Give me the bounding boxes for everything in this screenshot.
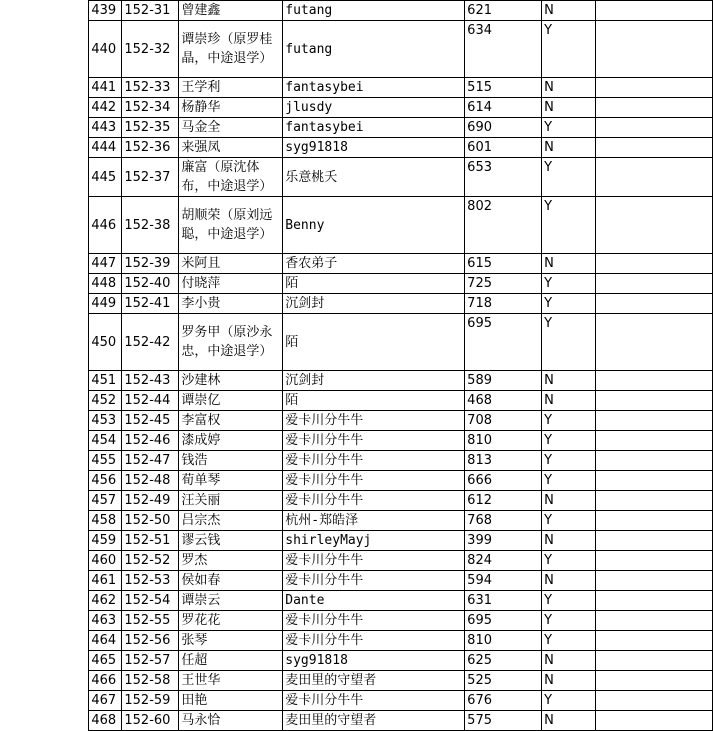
row-margin-cell (0, 138, 89, 158)
table-row (0, 711, 713, 731)
score-cell: 612 (465, 491, 542, 511)
score-cell: 718 (465, 294, 542, 314)
nickname-cell: 沉剑封 (283, 294, 465, 314)
flag-cell: Y (542, 451, 596, 471)
row-number-cell: 465 (89, 651, 122, 671)
empty-cell (596, 471, 713, 491)
empty-cell (596, 611, 713, 631)
student-name-cell: 曾建鑫 (179, 1, 283, 21)
row-number-cell: 446 (89, 197, 122, 254)
nickname-cell: Dante (283, 591, 465, 611)
flag-cell: Y (542, 431, 596, 451)
nickname-cell: 陌 (283, 314, 465, 371)
row-number-cell: 456 (89, 471, 122, 491)
student-code-cell: 152-39 (122, 254, 179, 274)
row-number-cell: 452 (89, 391, 122, 411)
student-name-cell: 田艳 (179, 691, 283, 711)
table-row (0, 118, 713, 138)
student-code-cell: 152-44 (122, 391, 179, 411)
row-margin-cell (0, 451, 89, 471)
row-margin-cell (0, 197, 89, 254)
score-cell: 695 (465, 611, 542, 631)
nickname-cell: 爱卡川分牛牛 (283, 571, 465, 591)
nickname-cell: 香农弟子 (283, 254, 465, 274)
student-code-cell: 152-43 (122, 371, 179, 391)
score-cell: 653 (465, 158, 542, 197)
empty-cell (596, 274, 713, 294)
empty-cell (596, 631, 713, 651)
row-margin-cell (0, 431, 89, 451)
student-name-cell: 谬云钱 (179, 531, 283, 551)
student-code-cell: 152-57 (122, 651, 179, 671)
row-margin-cell (0, 531, 89, 551)
table-row (0, 571, 713, 591)
empty-cell (596, 571, 713, 591)
table-row (0, 1, 713, 21)
table-row (0, 511, 713, 531)
student-code-cell: 152-58 (122, 671, 179, 691)
row-margin-cell (0, 78, 89, 98)
student-name-cell: 侯如春 (179, 571, 283, 591)
empty-cell (596, 711, 713, 731)
flag-cell: Y (542, 631, 596, 651)
empty-cell (596, 411, 713, 431)
flag-cell: N (542, 651, 596, 671)
student-name-cell: 张琴 (179, 631, 283, 651)
student-name-cell: 罗务甲（原沙永忠，中途退学） (179, 314, 283, 371)
flag-cell: N (542, 531, 596, 551)
row-number-cell: 461 (89, 571, 122, 591)
row-number-cell: 447 (89, 254, 122, 274)
row-margin-cell (0, 711, 89, 731)
student-code-cell: 152-38 (122, 197, 179, 254)
score-cell: 708 (465, 411, 542, 431)
table-row (0, 491, 713, 511)
student-name-cell: 胡顺荣（原刘远聪，中途退学） (179, 197, 283, 254)
flag-cell: Y (542, 274, 596, 294)
score-cell: 625 (465, 651, 542, 671)
table-row (0, 391, 713, 411)
score-cell: 810 (465, 631, 542, 651)
table-row (0, 78, 713, 98)
student-name-cell: 马永恰 (179, 711, 283, 731)
student-code-cell: 152-59 (122, 691, 179, 711)
score-cell: 614 (465, 98, 542, 118)
empty-cell (596, 691, 713, 711)
row-number-cell: 442 (89, 98, 122, 118)
score-cell: 615 (465, 254, 542, 274)
row-number-cell: 449 (89, 294, 122, 314)
flag-cell: N (542, 138, 596, 158)
flag-cell: Y (542, 691, 596, 711)
row-margin-cell (0, 551, 89, 571)
empty-cell (596, 197, 713, 254)
row-number-cell: 448 (89, 274, 122, 294)
student-code-cell: 152-56 (122, 631, 179, 651)
student-code-cell: 152-36 (122, 138, 179, 158)
student-name-cell: 杨静华 (179, 98, 283, 118)
nickname-cell: 爱卡川分牛牛 (283, 411, 465, 431)
score-cell: 589 (465, 371, 542, 391)
student-name-cell: 王学利 (179, 78, 283, 98)
row-margin-cell (0, 671, 89, 691)
score-cell: 631 (465, 591, 542, 611)
empty-cell (596, 254, 713, 274)
nickname-cell: 爱卡川分牛牛 (283, 631, 465, 651)
score-cell: 676 (465, 691, 542, 711)
row-number-cell: 439 (89, 1, 122, 21)
score-cell: 824 (465, 551, 542, 571)
flag-cell: N (542, 98, 596, 118)
nickname-cell: 爱卡川分牛牛 (283, 551, 465, 571)
table-row (0, 591, 713, 611)
student-code-cell: 152-35 (122, 118, 179, 138)
table-row (0, 158, 713, 197)
flag-cell: N (542, 571, 596, 591)
nickname-cell: 乐意桃夭 (283, 158, 465, 197)
table-row (0, 371, 713, 391)
score-cell: 690 (465, 118, 542, 138)
table-row (0, 274, 713, 294)
empty-cell (596, 511, 713, 531)
row-margin-cell (0, 591, 89, 611)
table-row (0, 314, 713, 371)
flag-cell: Y (542, 294, 596, 314)
flag-cell: Y (542, 118, 596, 138)
score-cell: 666 (465, 471, 542, 491)
nickname-cell: syg91818 (283, 651, 465, 671)
empty-cell (596, 98, 713, 118)
row-number-cell: 466 (89, 671, 122, 691)
nickname-cell: 陌 (283, 391, 465, 411)
row-margin-cell (0, 118, 89, 138)
flag-cell: N (542, 491, 596, 511)
student-name-cell: 米阿且 (179, 254, 283, 274)
nickname-cell: 沉剑封 (283, 371, 465, 391)
score-cell: 601 (465, 138, 542, 158)
flag-cell: Y (542, 551, 596, 571)
score-cell: 525 (465, 671, 542, 691)
row-number-cell: 450 (89, 314, 122, 371)
score-cell: 810 (465, 431, 542, 451)
student-name-cell: 来强凤 (179, 138, 283, 158)
empty-cell (596, 371, 713, 391)
table-row (0, 631, 713, 651)
student-name-cell: 漆成婷 (179, 431, 283, 451)
nickname-cell: 麦田里的守望者 (283, 671, 465, 691)
row-margin-cell (0, 571, 89, 591)
student-name-cell: 廉富（原沈体布，中途退学） (179, 158, 283, 197)
student-code-cell: 152-37 (122, 158, 179, 197)
flag-cell: Y (542, 197, 596, 254)
empty-cell (596, 671, 713, 691)
student-code-cell: 152-31 (122, 1, 179, 21)
student-name-cell: 谭崇珍（原罗桂晶，中途退学） (179, 21, 283, 78)
flag-cell: Y (542, 611, 596, 631)
row-number-cell: 445 (89, 158, 122, 197)
flag-cell: Y (542, 411, 596, 431)
score-cell: 575 (465, 711, 542, 731)
score-cell: 399 (465, 531, 542, 551)
row-margin-cell (0, 491, 89, 511)
row-margin-cell (0, 274, 89, 294)
empty-cell (596, 591, 713, 611)
row-margin-cell (0, 691, 89, 711)
table-row (0, 21, 713, 78)
table-row (0, 197, 713, 254)
student-name-cell: 荀单琴 (179, 471, 283, 491)
empty-cell (596, 391, 713, 411)
row-margin-cell (0, 471, 89, 491)
nickname-cell: 爱卡川分牛牛 (283, 431, 465, 451)
row-number-cell: 453 (89, 411, 122, 431)
row-margin-cell (0, 21, 89, 78)
score-cell: 695 (465, 314, 542, 371)
row-margin-cell (0, 254, 89, 274)
empty-cell (596, 21, 713, 78)
student-name-cell: 罗花花 (179, 611, 283, 631)
flag-cell: N (542, 254, 596, 274)
student-code-cell: 152-53 (122, 571, 179, 591)
nickname-cell: 爱卡川分牛牛 (283, 451, 465, 471)
row-margin-cell (0, 1, 89, 21)
row-number-cell: 464 (89, 631, 122, 651)
flag-cell: Y (542, 314, 596, 371)
student-code-cell: 152-33 (122, 78, 179, 98)
student-name-cell: 李富权 (179, 411, 283, 431)
table-row (0, 294, 713, 314)
nickname-cell: shirleyMayj (283, 531, 465, 551)
row-margin-cell (0, 294, 89, 314)
row-number-cell: 455 (89, 451, 122, 471)
table-row (0, 471, 713, 491)
row-number-cell: 459 (89, 531, 122, 551)
score-cell: 813 (465, 451, 542, 471)
nickname-cell: jlusdy (283, 98, 465, 118)
table-row (0, 531, 713, 551)
empty-cell (596, 551, 713, 571)
table-row (0, 254, 713, 274)
row-margin-cell (0, 511, 89, 531)
row-margin-cell (0, 411, 89, 431)
empty-cell (596, 1, 713, 21)
row-number-cell: 451 (89, 371, 122, 391)
empty-cell (596, 431, 713, 451)
student-code-cell: 152-42 (122, 314, 179, 371)
student-name-cell: 付晓萍 (179, 274, 283, 294)
flag-cell: N (542, 1, 596, 21)
student-code-cell: 152-55 (122, 611, 179, 631)
flag-cell: Y (542, 158, 596, 197)
row-number-cell: 458 (89, 511, 122, 531)
student-code-cell: 152-49 (122, 491, 179, 511)
table-row (0, 451, 713, 471)
table-row (0, 98, 713, 118)
student-code-cell: 152-60 (122, 711, 179, 731)
empty-cell (596, 158, 713, 197)
table-row (0, 691, 713, 711)
row-number-cell: 468 (89, 711, 122, 731)
row-number-cell: 462 (89, 591, 122, 611)
row-number-cell: 467 (89, 691, 122, 711)
student-name-cell: 沙建林 (179, 371, 283, 391)
student-code-cell: 152-47 (122, 451, 179, 471)
score-cell: 621 (465, 1, 542, 21)
row-margin-cell (0, 651, 89, 671)
row-number-cell: 454 (89, 431, 122, 451)
row-margin-cell (0, 158, 89, 197)
table-row (0, 431, 713, 451)
score-cell: 594 (465, 571, 542, 591)
empty-cell (596, 118, 713, 138)
nickname-cell: fantasybei (283, 118, 465, 138)
student-name-cell: 马金全 (179, 118, 283, 138)
student-code-cell: 152-45 (122, 411, 179, 431)
score-cell: 802 (465, 197, 542, 254)
nickname-cell: 爱卡川分牛牛 (283, 691, 465, 711)
nickname-cell: 杭州-郑皓泽 (283, 511, 465, 531)
table-row (0, 671, 713, 691)
student-name-cell: 李小贵 (179, 294, 283, 314)
row-number-cell: 444 (89, 138, 122, 158)
row-number-cell: 460 (89, 551, 122, 571)
empty-cell (596, 651, 713, 671)
table-row (0, 138, 713, 158)
table-row (0, 411, 713, 431)
row-number-cell: 463 (89, 611, 122, 631)
row-margin-cell (0, 391, 89, 411)
flag-cell: Y (542, 591, 596, 611)
student-code-cell: 152-54 (122, 591, 179, 611)
student-code-cell: 152-51 (122, 531, 179, 551)
table-row (0, 611, 713, 631)
student-code-cell: 152-52 (122, 551, 179, 571)
student-code-cell: 152-50 (122, 511, 179, 531)
flag-cell: Y (542, 511, 596, 531)
score-cell: 468 (465, 391, 542, 411)
empty-cell (596, 294, 713, 314)
nickname-cell: 爱卡川分牛牛 (283, 491, 465, 511)
empty-cell (596, 451, 713, 471)
flag-cell: N (542, 391, 596, 411)
student-name-cell: 吕宗杰 (179, 511, 283, 531)
row-margin-cell (0, 314, 89, 371)
empty-cell (596, 314, 713, 371)
nickname-cell: futang (283, 1, 465, 21)
flag-cell: Y (542, 21, 596, 78)
flag-cell: N (542, 371, 596, 391)
nickname-cell: futang (283, 21, 465, 78)
flag-cell: N (542, 671, 596, 691)
nickname-cell: 麦田里的守望者 (283, 711, 465, 731)
student-code-cell: 152-34 (122, 98, 179, 118)
row-margin-cell (0, 631, 89, 651)
nickname-cell: fantasybei (283, 78, 465, 98)
row-number-cell: 441 (89, 78, 122, 98)
row-margin-cell (0, 371, 89, 391)
student-code-cell: 152-46 (122, 431, 179, 451)
student-code-cell: 152-32 (122, 21, 179, 78)
row-margin-cell (0, 611, 89, 631)
score-cell: 634 (465, 21, 542, 78)
student-code-cell: 152-41 (122, 294, 179, 314)
empty-cell (596, 491, 713, 511)
row-number-cell: 443 (89, 118, 122, 138)
flag-cell: Y (542, 471, 596, 491)
flag-cell: N (542, 78, 596, 98)
empty-cell (596, 78, 713, 98)
student-name-cell: 任超 (179, 651, 283, 671)
nickname-cell: 爱卡川分牛牛 (283, 471, 465, 491)
student-name-cell: 罗杰 (179, 551, 283, 571)
score-cell: 768 (465, 511, 542, 531)
empty-cell (596, 531, 713, 551)
table-row (0, 651, 713, 671)
nickname-cell: 陌 (283, 274, 465, 294)
student-name-cell: 钱浩 (179, 451, 283, 471)
nickname-cell: 爱卡川分牛牛 (283, 611, 465, 631)
nickname-cell: Benny (283, 197, 465, 254)
flag-cell: N (542, 711, 596, 731)
table-row (0, 551, 713, 571)
student-code-cell: 152-40 (122, 274, 179, 294)
student-name-cell: 王世华 (179, 671, 283, 691)
student-name-cell: 汪关丽 (179, 491, 283, 511)
score-cell: 725 (465, 274, 542, 294)
row-margin-cell (0, 98, 89, 118)
student-name-cell: 谭崇云 (179, 591, 283, 611)
row-number-cell: 440 (89, 21, 122, 78)
score-cell: 515 (465, 78, 542, 98)
student-name-cell: 谭崇亿 (179, 391, 283, 411)
student-code-cell: 152-48 (122, 471, 179, 491)
empty-cell (596, 138, 713, 158)
nickname-cell: syg91818 (283, 138, 465, 158)
row-number-cell: 457 (89, 491, 122, 511)
